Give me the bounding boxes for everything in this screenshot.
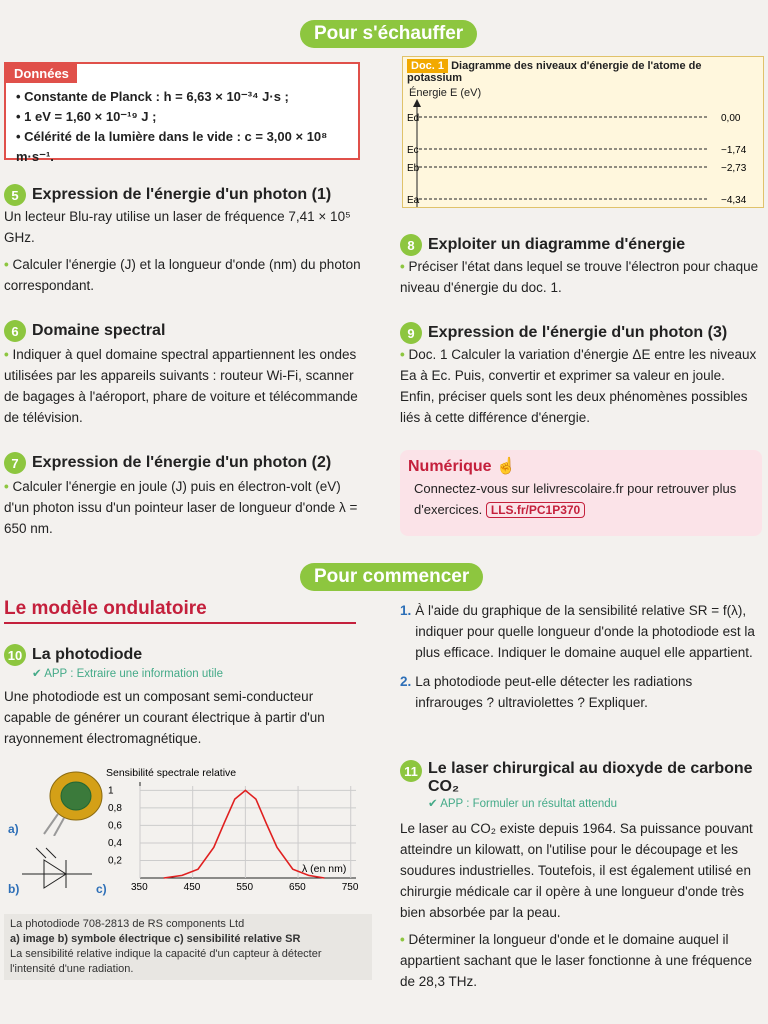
exercise-bullet: Indiquer à quel domaine spectral appartiennent les ondes utilisées par les appareils suivants : routeur Wi-Fi, scanner de bagages à l'aéroport, phare de voiture et télécommande de télévision. xyxy=(4,347,358,425)
exercise-bullet: Calculer l'énergie en joule (J) puis en électron-volt (eV) d'un photon issu d'un pointeur laser de longueur d'onde λ = 650 nm. xyxy=(4,479,358,536)
chart-title: Sensibilité spectrale relative xyxy=(106,767,237,779)
level-ea xyxy=(407,195,747,206)
caption-line-2: a) image b) symbole électrique c) sensibilité relative SR xyxy=(10,933,301,945)
exercise-title: Exploiter un diagramme d'énergie xyxy=(428,236,686,253)
x-tick-label: 450 xyxy=(183,882,201,893)
diode-symbol xyxy=(22,846,92,896)
exercise-title: Domaine spectral xyxy=(32,322,166,339)
doc1-tag: Doc. 1 xyxy=(407,59,448,73)
exercise-number: 5 xyxy=(4,184,26,206)
svg-text:Ea: Ea xyxy=(407,195,420,206)
app-skill: ✔ APP : Extraire une information utile xyxy=(32,668,223,680)
y-tick-label: 0,8 xyxy=(108,802,122,814)
label-b: b) xyxy=(8,882,20,896)
exercise-title: Expression de l'énergie d'un photon (1) xyxy=(32,186,332,203)
exercise-5: 5 Expression de l'énergie d'un photon (1) Un lecteur Blu-ray utilise un laser de fréquence 7,41 × 10⁵ GHz. • Calculer l'énergie (J) et la longueur d'onde (nm) du photon correspondant. xyxy=(4,184,364,296)
energy-levels-svg xyxy=(403,99,763,211)
exercise-8: 8 Exploiter un diagramme d'énergie • Préciser l'état dans lequel se trouve l'électron pour chaque niveau d'énergie du doc. 1. xyxy=(400,236,759,295)
section-title: Le modèle ondulatoire xyxy=(4,598,356,624)
banner-pour-commencer: Pour commencer xyxy=(300,563,483,591)
svg-text:Ed: Ed xyxy=(407,113,420,124)
chart-xlabel: λ (en nm) xyxy=(302,863,347,875)
donnees-celerite: • Célérité de la lumière dans le vide : c = 3,00 × 10⁸ m·s⁻¹. xyxy=(16,129,328,164)
banner-pour-sechauffer: Pour s'échauffer xyxy=(300,20,477,48)
svg-text:0,00: 0,00 xyxy=(721,113,741,124)
numerique-title: Numérique xyxy=(408,458,492,475)
exercise-number: 11 xyxy=(400,760,422,782)
donnees-planck: • Constante de Planck : h = 6,63 × 10⁻³⁴ J·s ; xyxy=(16,89,289,104)
numerique-text: Connectez-vous sur lelivrescolaire.fr pour retrouver plus d'exercices. xyxy=(414,481,737,517)
svg-text:−1,74: −1,74 xyxy=(721,145,747,156)
photodiode-image xyxy=(24,766,114,836)
exercise-title: Expression de l'énergie d'un photon (2) xyxy=(32,454,332,471)
exercise-text: Une photodiode est un composant semi-conducteur capable de générer un courant électrique à partir d'un rayonnement électromagnétique. xyxy=(4,689,325,746)
y-tick-label: 0,2 xyxy=(108,855,122,867)
donnees-ev: • 1 eV = 1,60 × 10⁻¹⁹ J ; xyxy=(16,109,157,124)
x-tick-label: 350 xyxy=(131,882,148,893)
exercise-bullet: Préciser l'état dans lequel se trouve l'électron pour chaque niveau d'énergie du doc. 1. xyxy=(400,259,759,295)
exercise-11: 11 Le laser chirurgical au dioxyde de carbone CO₂ ✔ APP : Formuler un résultat attendu Le laser au CO₂ existe depuis 1964. Sa puissance pouvant atteindre un kilowatt, on l'utilise pour le découpage et les soudures industrielles. Toutefois, il est également utilisé en chirurgie médicale car il opère à une longueur d'onde très bien absorbée par la peau. • Déterminer la longueur d'onde et le domaine auquel il appartient sachant que le laser fonctionne à une fréquence de 28,3 THz. xyxy=(400,760,760,992)
exercise-9: 9 Expression de l'énergie d'un photon (3) • Doc. 1 Calculer la variation d'énergie ΔE entre les niveaux Ea à Ec. Puis, convertir et exprimer sa valeur en joule. Enfin, préciser quels sont les deux phénomènes possibles liés à cette différence d'énergie. xyxy=(400,324,757,425)
y-tick-label: 0,6 xyxy=(108,820,122,832)
exercise-title: Expression de l'énergie d'un photon (3) xyxy=(428,324,728,341)
level-ed xyxy=(407,113,741,124)
exercise-text: Un lecteur Blu-ray utilise un laser de fréquence 7,41 × 10⁵ GHz. xyxy=(4,209,351,245)
photodiode-figure xyxy=(4,766,380,906)
sensitivity-chart xyxy=(106,766,366,896)
exercise-title: Le laser chirurgical au dioxyde de carbone CO₂ xyxy=(428,760,753,795)
svg-text:−4,34: −4,34 xyxy=(721,195,747,206)
label-c: c) xyxy=(96,882,107,896)
numerique-box xyxy=(400,450,762,536)
exercise-number: 10 xyxy=(4,644,26,666)
y-tick-label: 1 xyxy=(108,785,114,797)
exercise-number: 6 xyxy=(4,320,26,342)
svg-text:−2,73: −2,73 xyxy=(721,163,747,174)
doc1-axis-label: Énergie E (eV) xyxy=(409,87,482,99)
app-skill: ✔ APP : Formuler un résultat attendu xyxy=(428,798,618,810)
exercise-6: 6 Domaine spectral • Indiquer à quel domaine spectral appartiennent les ondes utilisées par les appareils suivants : routeur Wi-Fi, scanner de bagages à l'aéroport, phare de voiture et télécommande de télévision. xyxy=(4,322,358,425)
exercise-10 xyxy=(4,644,364,749)
x-tick-label: 550 xyxy=(236,882,254,893)
exercise-bullet: Doc. 1 Calculer la variation d'énergie ΔE entre les niveaux Ea à Ec. Puis, convertir et exprimer sa valeur en joule. Enfin, préciser quels sont les deux phénomènes possibles liés à cette différence d'énergie. xyxy=(400,347,757,425)
exercise-bullet: Calculer l'énergie (J) et la longueur d'onde (nm) du photon correspondant. xyxy=(4,257,361,293)
doc1-title: Diagramme des niveaux d'énergie de l'atome de potassium xyxy=(407,60,702,84)
label-a: a) xyxy=(8,822,19,836)
caption-line-3: La sensibilité relative indique la capacité d'un capteur à détecter l'intensité d'une radiation. xyxy=(10,948,322,975)
doc1-energy-diagram xyxy=(402,56,764,208)
exercise-text: Le laser au CO₂ existe depuis 1964. Sa puissance pouvant atteindre un kilowatt, on l'utilise pour le découpage et les soudures industrielles. Toutefois, il est également utilisé en chirurgie médicale car il opère à une longueur d'onde très bien absorbée par la peau. xyxy=(400,821,753,920)
numerique-link[interactable]: LLS.fr/PC1P370 xyxy=(486,502,585,518)
y-tick-label: 0,4 xyxy=(108,837,122,849)
x-tick-label: 750 xyxy=(341,882,359,893)
level-ec xyxy=(407,145,747,156)
figure-caption xyxy=(4,914,372,980)
level-eb xyxy=(407,163,747,174)
exercise-10-questions: 1. À l'aide du graphique de la sensibilité relative SR = f(λ), indiquer pour quelle longueur d'onde la photodiode est la plus efficace. Indiquer le domaine auquel elle appartient. 2. La photodiode peut-elle détecter les radiations infrarouges ? ultraviolettes ? Expliquer. xyxy=(400,600,760,713)
svg-text:Ec: Ec xyxy=(407,145,419,156)
donnees-box xyxy=(4,62,360,164)
sensitivity-curve xyxy=(164,790,325,878)
exercise-number: 7 xyxy=(4,452,26,474)
exercise-7: 7 Expression de l'énergie d'un photon (2) • Calculer l'énergie en joule (J) puis en électron-volt (eV) d'un photon issu d'un pointeur laser de longueur d'onde λ = 650 nm. xyxy=(4,454,358,536)
donnees-tag: Données xyxy=(6,64,77,83)
caption-line-1: La photodiode 708-2813 de RS components Ltd xyxy=(10,918,245,930)
question-1: À l'aide du graphique de la sensibilité relative SR = f(λ), indiquer pour quelle longueur d'onde la photodiode est la plus efficace. Indiquer le domaine auquel elle appartient. xyxy=(415,603,755,660)
x-tick-label: 650 xyxy=(289,882,306,893)
question-2: La photodiode peut-elle détecter les radiations infrarouges ? ultraviolettes ? Expliquer. xyxy=(415,674,693,710)
axis-arrow xyxy=(413,99,421,107)
exercise-number: 8 xyxy=(400,234,422,256)
svg-text:Eb: Eb xyxy=(407,163,420,174)
exercise-number: 9 xyxy=(400,322,422,344)
exercise-title: La photodiode xyxy=(32,646,143,663)
exercise-bullet: Déterminer la longueur d'onde et le domaine auquel il appartient sachant que le laser fonctionne à une fréquence de 28,3 THz. xyxy=(400,932,753,989)
hand-pointer-icon: ☝ xyxy=(496,458,516,475)
